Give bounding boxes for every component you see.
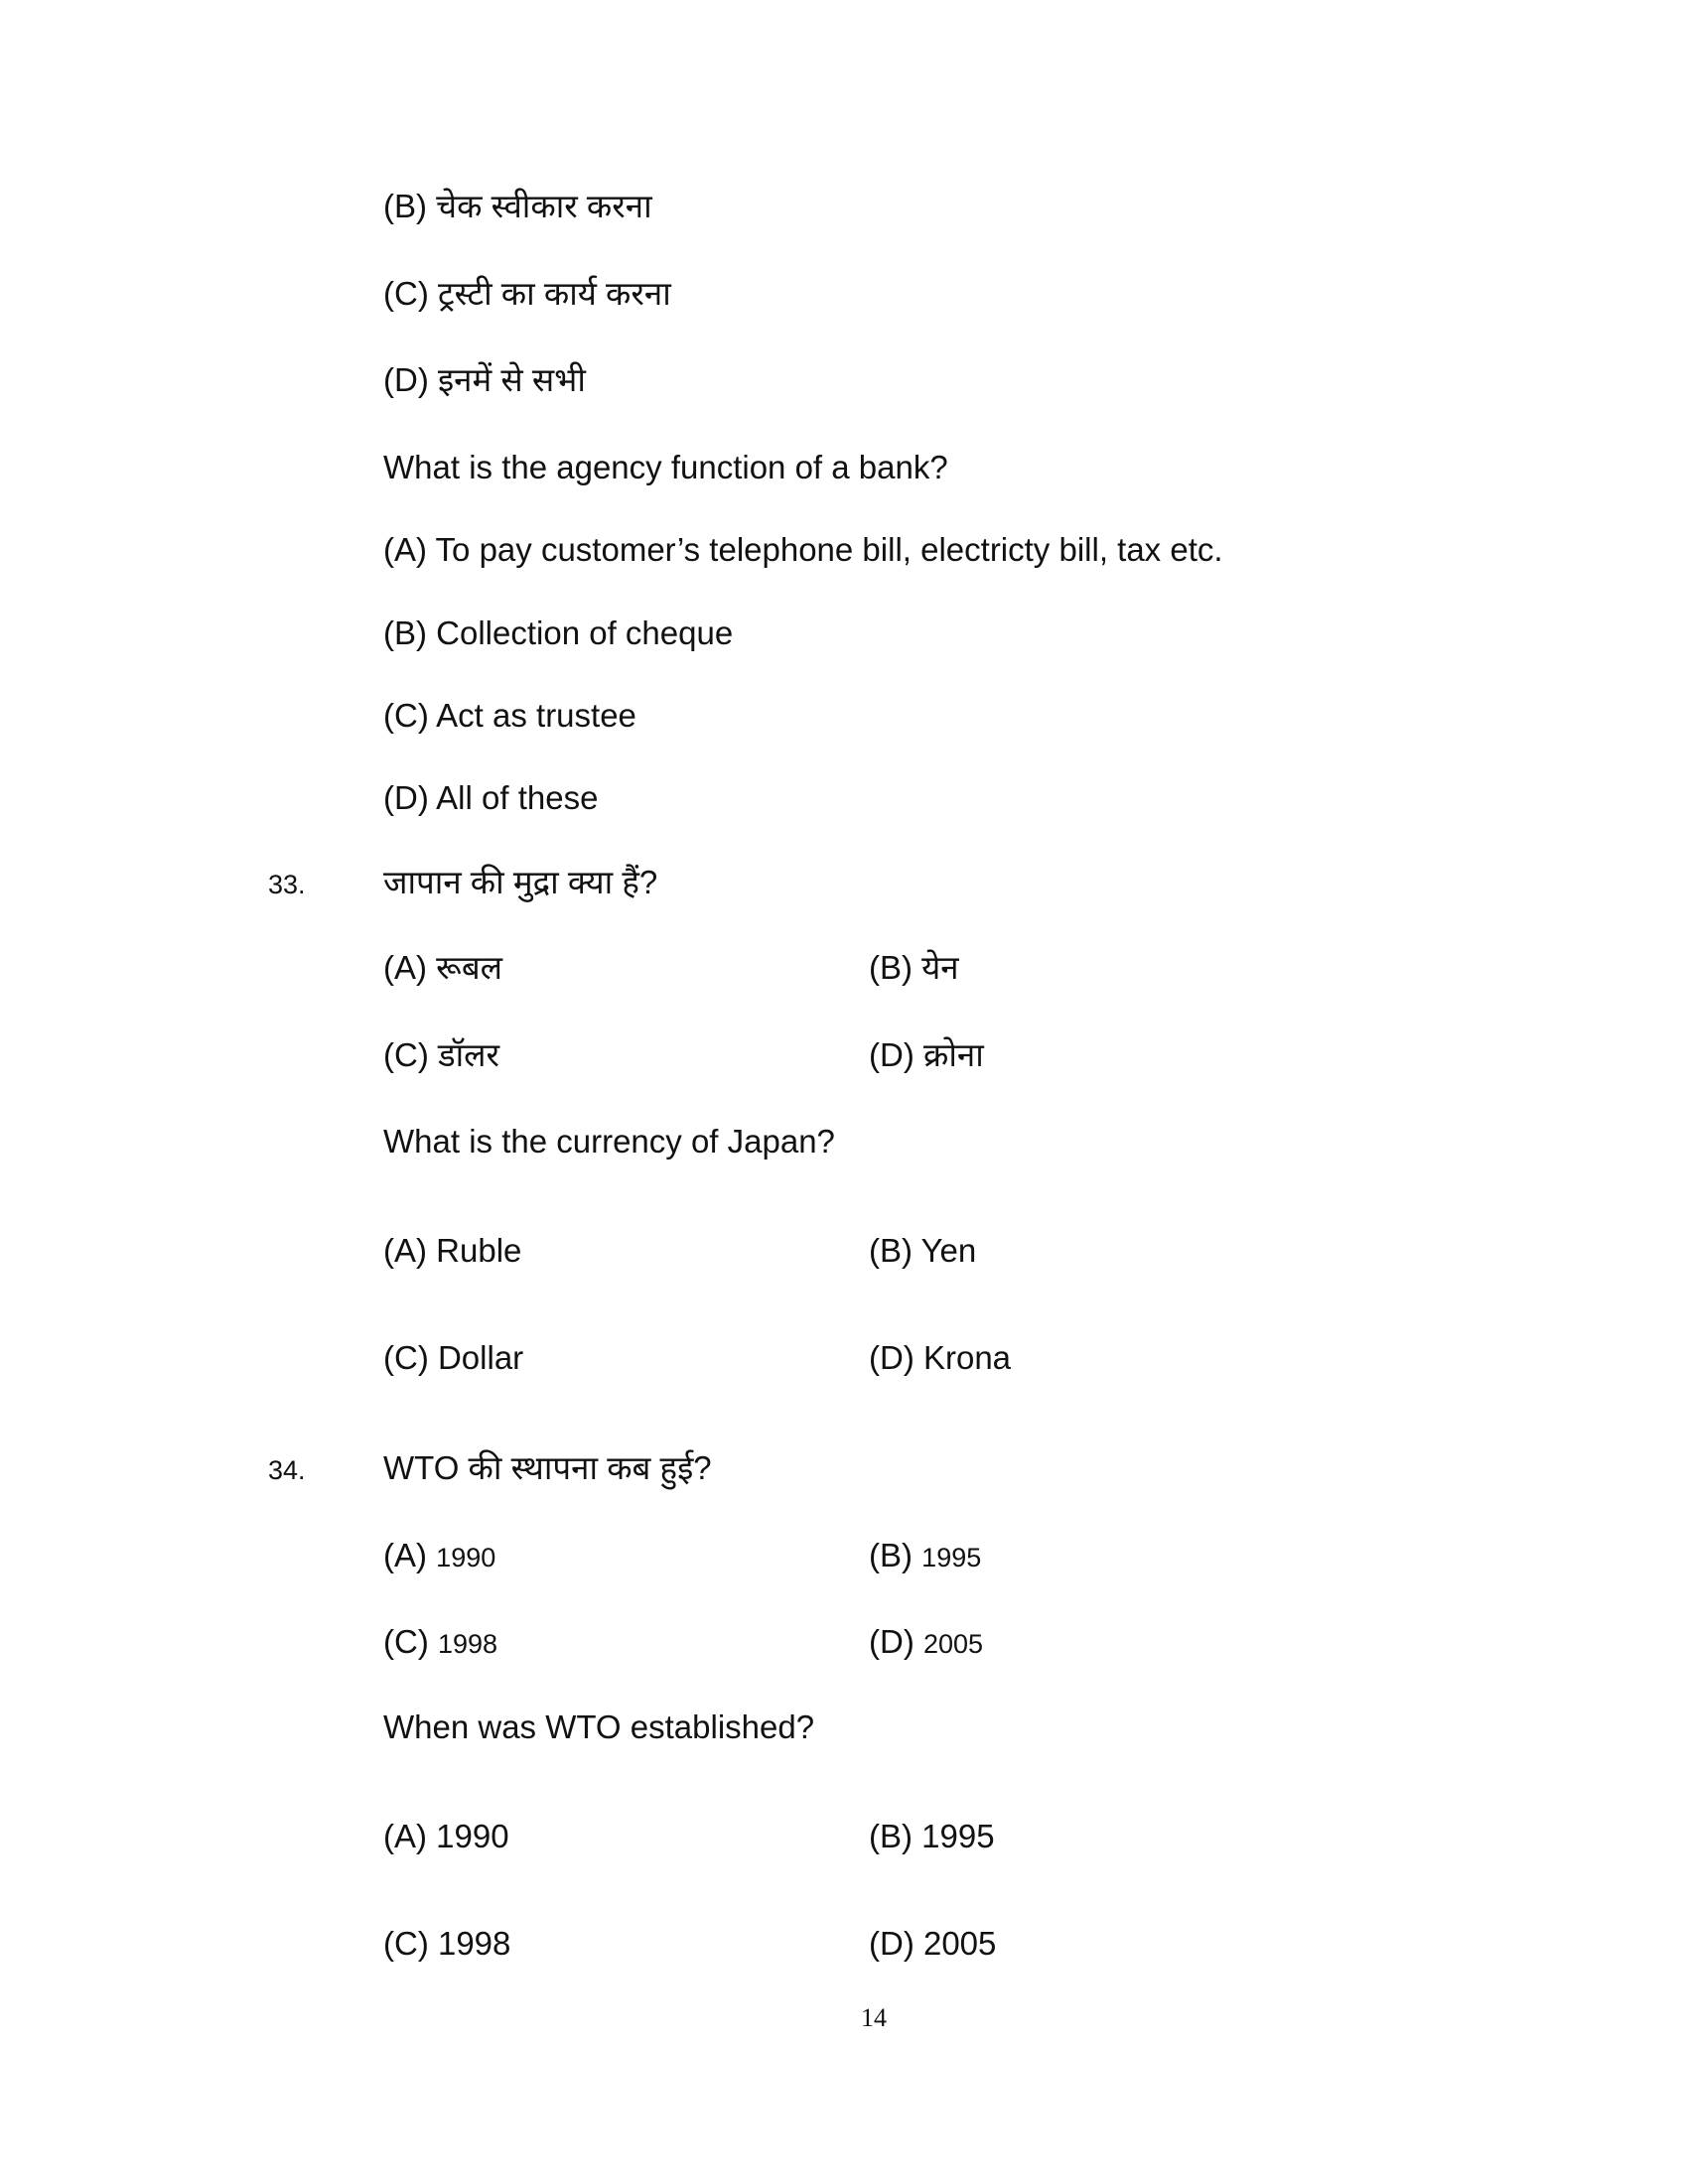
hindi-question: जापान की मुद्रा क्या हैं?: [383, 864, 658, 900]
english-option-d: (D) 2005: [869, 1925, 997, 1962]
option-text: डॉलर: [437, 1036, 500, 1073]
english-option-a: (A) To pay customer’s telephone bill, electricty bill, tax etc.: [383, 531, 1223, 568]
hindi-option-b: (B) चेक स्वीकार करना: [383, 188, 652, 224]
english-option-c: (C) 1998: [383, 1925, 511, 1962]
option-label: (C): [383, 1623, 429, 1660]
option-text: 2005: [922, 1629, 984, 1659]
hindi-option-d: (D) इनमें से सभी: [383, 361, 586, 398]
option-label: (D): [869, 1036, 914, 1073]
hindi-option-b: [869, 1536, 981, 1577]
hindi-option-d: [869, 1622, 983, 1664]
english-question: What is the currency of Japan?: [383, 1123, 835, 1160]
english-question: When was WTO established?: [383, 1708, 815, 1745]
option-label: (C): [383, 1036, 429, 1073]
english-option-b: (B) Collection of cheque: [383, 614, 734, 651]
hindi-option-c: (C) ट्रस्टी का कार्य करना: [383, 275, 671, 312]
option-text: 1990: [436, 1543, 496, 1572]
option-text: 1995: [921, 1543, 982, 1572]
option-text: 1998: [437, 1629, 498, 1659]
option-label: (A): [383, 949, 427, 986]
hindi-option-a: [383, 1536, 495, 1577]
option-text: क्रोना: [922, 1036, 984, 1073]
question-number: 34.: [268, 1455, 306, 1485]
english-option-d: (D) All of these: [383, 779, 599, 816]
english-option-c: (C) Act as trustee: [383, 697, 636, 734]
english-option-b: (B) Yen: [869, 1232, 977, 1269]
hindi-option-c: [383, 1622, 497, 1664]
option-label: (A): [383, 1537, 427, 1573]
english-option-a: (A) 1990: [383, 1818, 509, 1854]
option-label: (B): [869, 1537, 913, 1573]
question-number: 33.: [268, 870, 306, 899]
hindi-option-d: [869, 1035, 984, 1075]
english-option-c: (C) Dollar: [383, 1339, 524, 1376]
english-option-a: (A) Ruble: [383, 1232, 522, 1269]
option-label: (D): [869, 1623, 914, 1660]
hindi-option-b: [869, 948, 959, 988]
option-label: (B): [869, 949, 913, 986]
option-text: येन: [921, 949, 959, 986]
hindi-question: WTO की स्थापना कब हुई?: [383, 1449, 712, 1486]
english-option-b: (B) 1995: [869, 1818, 995, 1854]
option-text: रूबल: [436, 949, 503, 986]
english-option-d: (D) Krona: [869, 1339, 1012, 1376]
english-question: What is the agency function of a bank?: [383, 449, 948, 485]
hindi-option-a: [383, 948, 502, 988]
hindi-option-c: [383, 1035, 499, 1075]
page-number: 14: [861, 2003, 887, 2032]
